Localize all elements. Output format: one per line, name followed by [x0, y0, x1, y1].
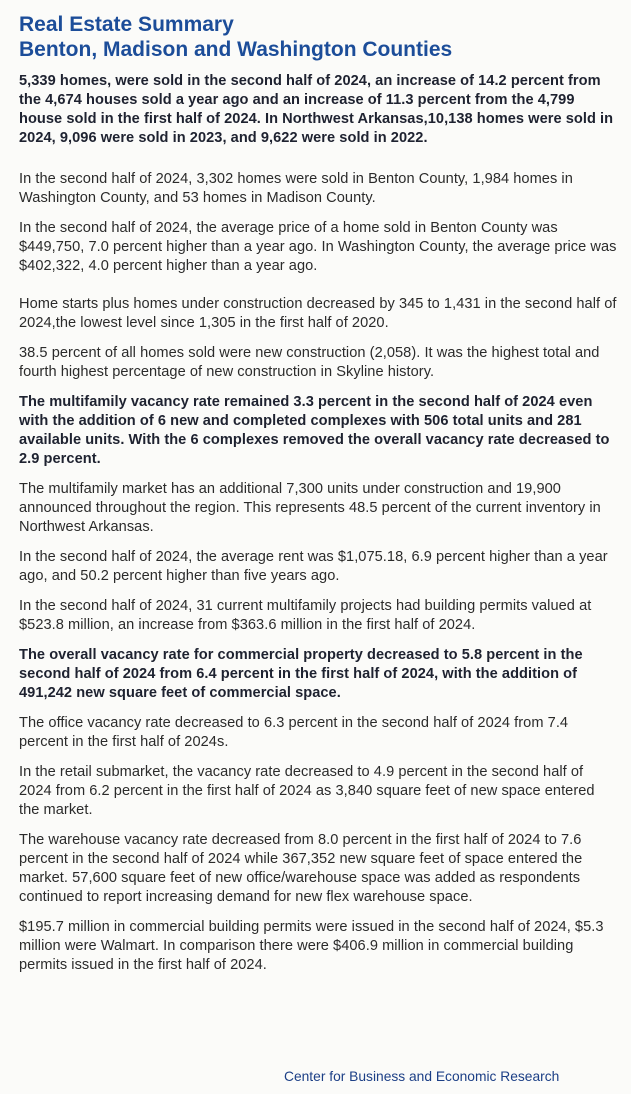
paragraph-average-rent: In the second half of 2024, the average rent was $1,075.18, 6.9 percent higher than a year ago, and 50.2 percent higher than five years ago. [19, 549, 608, 584]
summary-body [19, 72, 617, 975]
paragraph-office-vacancy: The office vacancy rate decreased to 6.3 percent in the second half of 2024 from 7.4 percent in the first half of 2024s. [19, 715, 569, 750]
page-title [19, 12, 617, 62]
paragraph-home-starts: Home starts plus homes under construction decreased by 345 to 1,431 in the second half of 2024,the lowest level since 1,305 in the first half of 2020. [19, 296, 617, 331]
footer-org-name: Center for Business and Economic Research [284, 1069, 560, 1084]
paragraph-average-price: In the second half of 2024, the average price of a home sold in Benton County was $449,750, 7.0 percent higher than a year ago. In Washington County, the average price was $402,322, 4.0 percent higher than a year ago. [19, 220, 617, 274]
paragraph-multifamily-construction: The multifamily market has an additional 7,300 units under construction and 19,900 announced throughout the region. This represents 48.5 percent of the current inventory in Northwest Arkansas. [19, 481, 601, 535]
paragraph-commercial-vacancy: The overall vacancy rate for commercial property decreased to 5.8 percent in the second half of 2024 from 6.4 percent in the first half of 2024, with the addition of 491,242 new square feet of commercial space. [19, 647, 583, 701]
paragraph-county-sales: In the second half of 2024, 3,302 homes were sold in Benton County, 1,984 homes in Washington County, and 53 homes in Madison County. [19, 171, 573, 206]
paragraph-multifamily-permits: In the second half of 2024, 31 current multifamily projects had building permits valued at $523.8 million, an increase from $363.6 million in the first half of 2024. [19, 598, 592, 633]
paragraph-new-construction: 38.5 percent of all homes sold were new construction (2,058). It was the highest total and fourth highest percentage of new construction in Skyline history. [19, 345, 600, 380]
paragraph-multifamily-vacancy: The multifamily vacancy rate remained 3.3 percent in the second half of 2024 even with the addition of 6 new and completed complexes with 506 total units and 281 available units. With the 6 complexes removed the overall vacancy rate decreased to 2.9 percent. [19, 394, 610, 467]
paragraph-retail-vacancy: In the retail submarket, the vacancy rate decreased to 4.9 percent in the second half of 2024 from 6.2 percent in the first half of 2024 as 3,840 square feet of new space entered the market. [19, 764, 595, 818]
title-line-1: Real Estate Summary [19, 13, 234, 36]
title-line-2: Benton, Madison and Washington Counties [19, 38, 453, 61]
paragraph-commercial-permits: $195.7 million in commercial building permits were issued in the second half of 2024, $5.3 million were Walmart. In comparison there were $406.9 million in commercial building permits issued in the first half of 2024. [19, 919, 604, 973]
paragraph-home-sales: 5,339 homes, were sold in the second half of 2024, an increase of 14.2 percent from the 4,674 houses sold a year ago and an increase of 11.3 percent from the 4,799 house sold in the first half of 2024. In Northwest Arkansas,10,138 homes were sold in 2024, 9,096 were sold in 2023, and 9,622 were sold in 2022. [19, 73, 614, 146]
paragraph-warehouse-vacancy: The warehouse vacancy rate decreased from 8.0 percent in the first half of 2024 to 7.6 percent in the second half of 2024 while 367,352 new square feet of space entered the market. 57,600 square feet of new office/warehouse space was added as respondents continued to report increasing demand for new flex warehouse space. [19, 832, 583, 905]
